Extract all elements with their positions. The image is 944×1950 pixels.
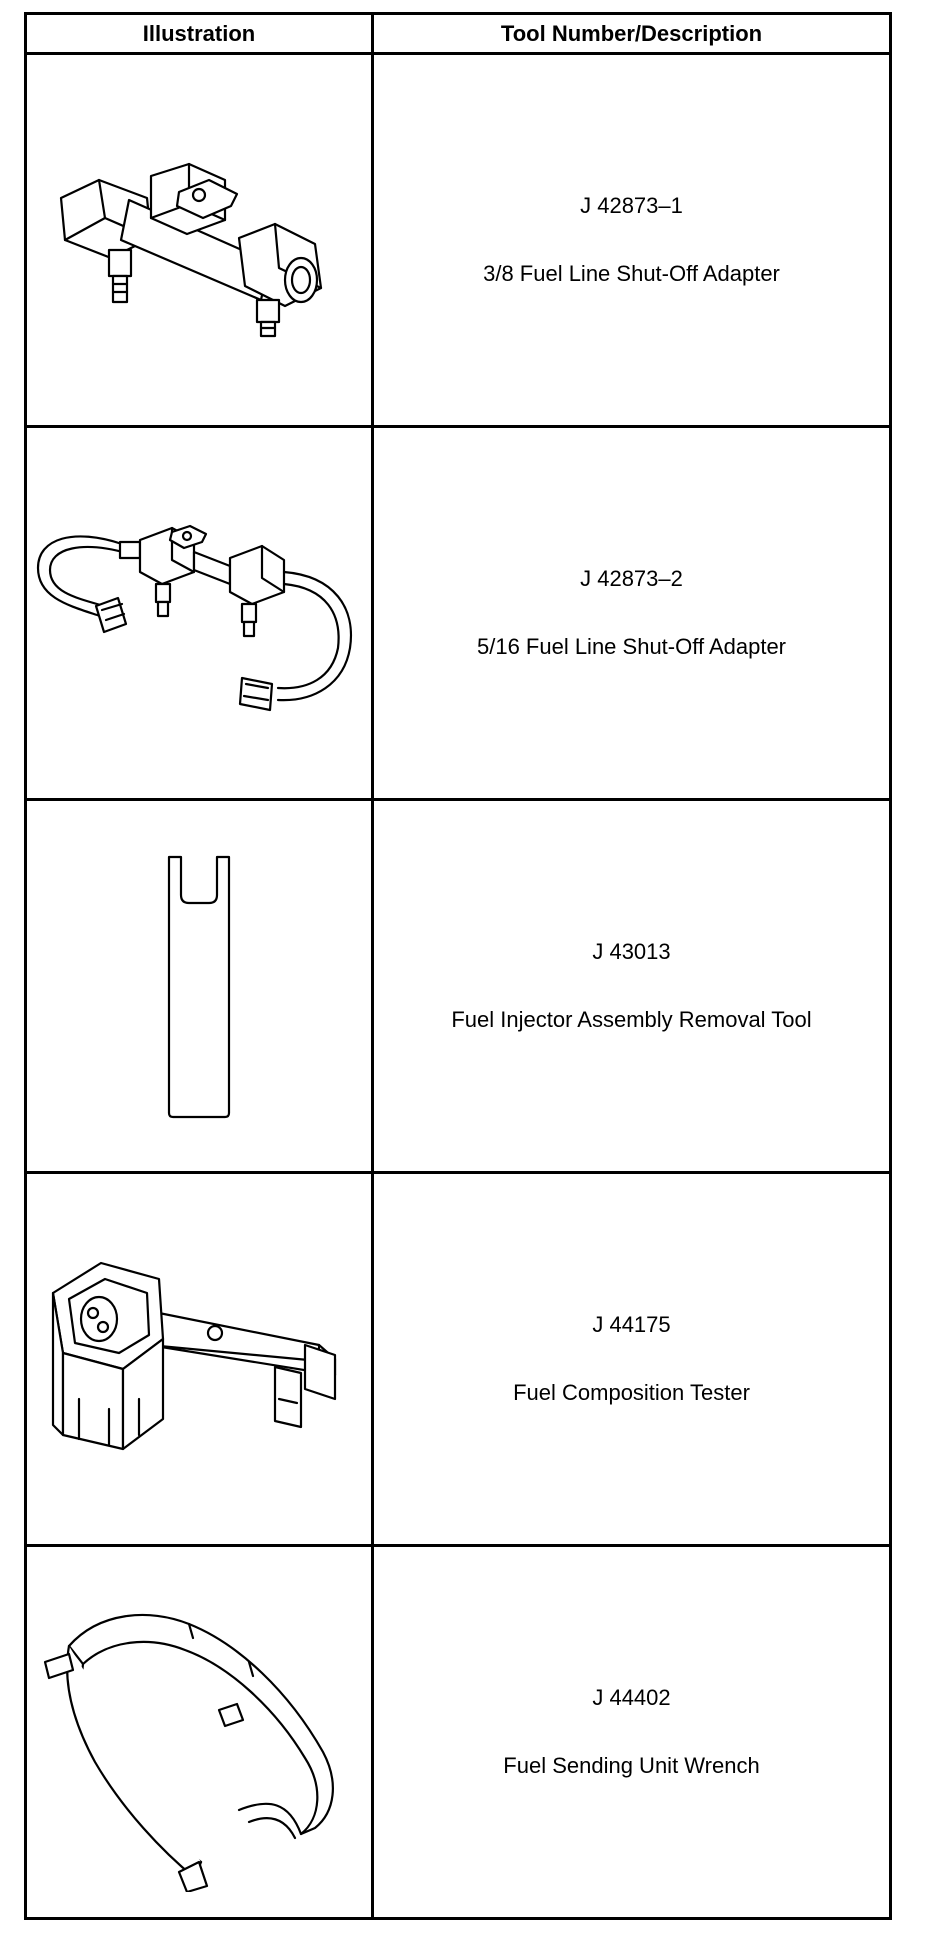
illustration-cell: [26, 54, 373, 427]
table-row: [26, 427, 891, 800]
fuel-composition-tester-icon: [39, 1249, 359, 1469]
description-cell: [373, 427, 891, 800]
tools-table: [24, 12, 892, 1920]
table-row: [26, 1173, 891, 1546]
tool-description: Fuel Composition Tester: [513, 1380, 750, 1405]
tool-description: Fuel Injector Assembly Removal Tool: [451, 1007, 812, 1032]
header-tool-number-description: Tool Number/Description: [373, 14, 891, 54]
description-cell: [373, 1546, 891, 1919]
table-row: [26, 800, 891, 1173]
illustration-cell: [26, 1546, 373, 1919]
tool-number: J 43013: [592, 939, 671, 964]
tool-number: J 44175: [592, 1312, 671, 1337]
table-row: [26, 54, 891, 427]
fuel-injector-removal-tool-icon: [159, 851, 239, 1121]
illustration-cell: [26, 1173, 373, 1546]
tool-description: 3/8 Fuel Line Shut-Off Adapter: [483, 261, 780, 286]
description-cell: [373, 54, 891, 427]
tool-number: J 42873–1: [580, 193, 683, 218]
header-illustration: Illustration: [26, 14, 373, 54]
fuel-line-shutoff-adapter-3-8-icon: [39, 140, 359, 340]
illustration-cell: [26, 800, 373, 1173]
fuel-line-shutoff-adapter-5-16-icon: [34, 488, 364, 738]
description-cell: [373, 800, 891, 1173]
description-cell: [373, 1173, 891, 1546]
tool-number: J 42873–2: [580, 566, 683, 591]
illustration-cell: [26, 427, 373, 800]
tool-description: 5/16 Fuel Line Shut-Off Adapter: [476, 634, 787, 659]
tool-number: J 44402: [592, 1685, 671, 1710]
fuel-sending-unit-wrench-icon: [39, 1572, 359, 1892]
table-row: [26, 1546, 891, 1919]
tool-description: Fuel Sending Unit Wrench: [503, 1753, 760, 1778]
table-header-row: [26, 14, 891, 54]
